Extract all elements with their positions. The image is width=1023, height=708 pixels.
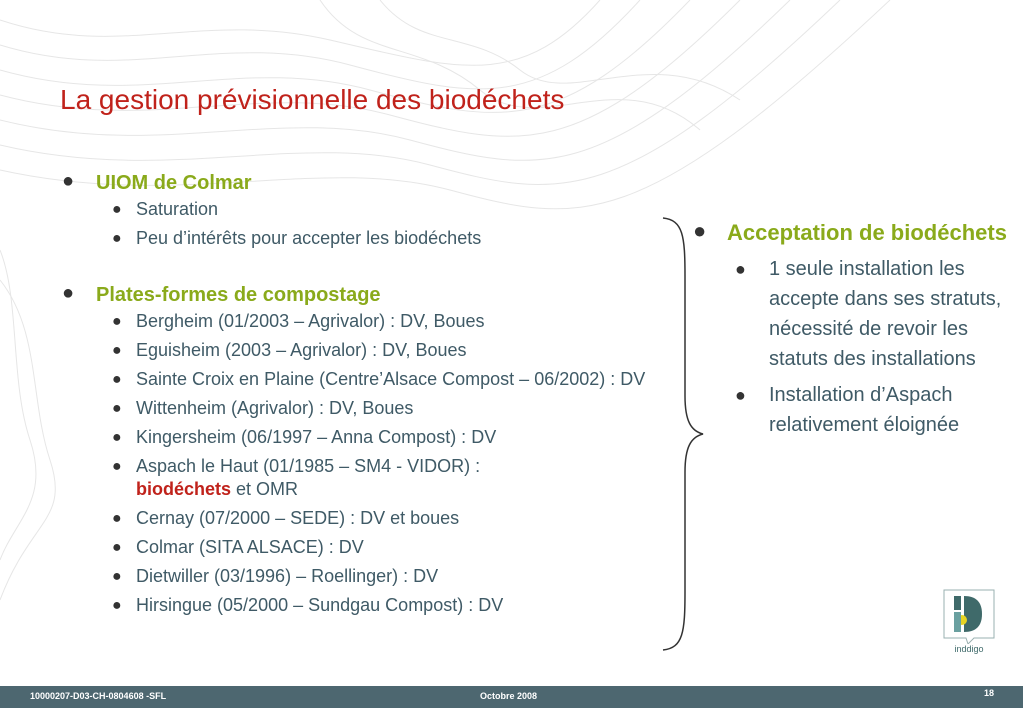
section-heading: Acceptation de biodéchets [727, 220, 1007, 245]
highlight-text: biodéchets [136, 479, 232, 499]
bullet-icon: ● [112, 429, 122, 446]
bullet-icon: ● [112, 342, 122, 359]
acceptation-section [693, 218, 1018, 248]
bullet-icon: ● [112, 313, 122, 330]
bullet-icon: ● [112, 597, 122, 614]
bullet-icon: ● [112, 400, 122, 417]
list-item: ● Kingersheim (06/1997 – Anna Compost) : DV [112, 427, 497, 447]
list-item: ● Peu d’intérêts pour accepter les biodéchets [112, 228, 482, 248]
section-compostage [62, 282, 662, 308]
slide-title: La gestion prévisionnelle des biodéchets [60, 84, 565, 115]
list-item: ● Saturation [112, 199, 219, 219]
list-item: ● Wittenheim (Agrivalor) : DV, Boues [112, 398, 414, 418]
bullet-icon: ● [62, 170, 75, 192]
footer-bar [0, 686, 1023, 708]
compostage-list [112, 310, 662, 617]
logo-text: inddigo [954, 644, 984, 654]
bullet-icon: ● [112, 539, 122, 556]
document-reference: 10000207-D03-CH-0804608 -SFL [30, 691, 167, 701]
bullet-icon: ● [112, 568, 122, 585]
document-date: Octobre 2008 [480, 691, 538, 701]
section-heading: Plates-formes de compostage [96, 284, 381, 306]
list-item: ● Dietwiller (03/1996) – Roellinger) : DV [112, 566, 439, 586]
list-item: ● Colmar (SITA ALSACE) : DV [112, 537, 364, 557]
bullet-icon: ● [735, 259, 746, 279]
bullet-icon: ● [62, 282, 75, 304]
bullet-icon: ● [112, 371, 122, 388]
list-item: ● Eguisheim (2003 – Agrivalor) : DV, Boues [112, 340, 467, 360]
logo-icon [942, 588, 996, 644]
list-item: ● Installation d’Aspach relativement éloignée [735, 380, 1018, 440]
left-column [62, 164, 662, 623]
list-item: ● Aspach le Haut (01/1985 – SM4 - VIDOR) : biodéchets et OMR [112, 456, 481, 499]
section-heading: UIOM de Colmar [96, 172, 252, 194]
list-item: ● Hirsingue (05/2000 – Sundgau Compost) : DV [112, 595, 504, 615]
bullet-icon: ● [112, 458, 122, 475]
list-item: ● 1 seule installation les accepte dans ses stratuts, nécessité de revoir les statuts des installations [735, 254, 1018, 374]
list-item: ● Sainte Croix en Plaine (Centre’Alsace Compost – 06/2002) : DV [112, 369, 646, 389]
list-item: ● Bergheim (01/2003 – Agrivalor) : DV, Boues [112, 311, 485, 331]
section-uiom [62, 170, 662, 196]
bullet-icon: ● [112, 201, 122, 218]
inddigo-logo [942, 588, 996, 662]
bullet-icon: ● [693, 218, 707, 243]
uiom-list [112, 198, 662, 250]
page-number: 18 [984, 688, 995, 698]
right-column [693, 218, 1018, 446]
acceptation-list [735, 254, 1018, 440]
bullet-icon: ● [112, 510, 122, 527]
bullet-icon: ● [735, 385, 746, 405]
list-item: ● Cernay (07/2000 – SEDE) : DV et boues [112, 508, 460, 528]
bullet-icon: ● [112, 230, 122, 247]
